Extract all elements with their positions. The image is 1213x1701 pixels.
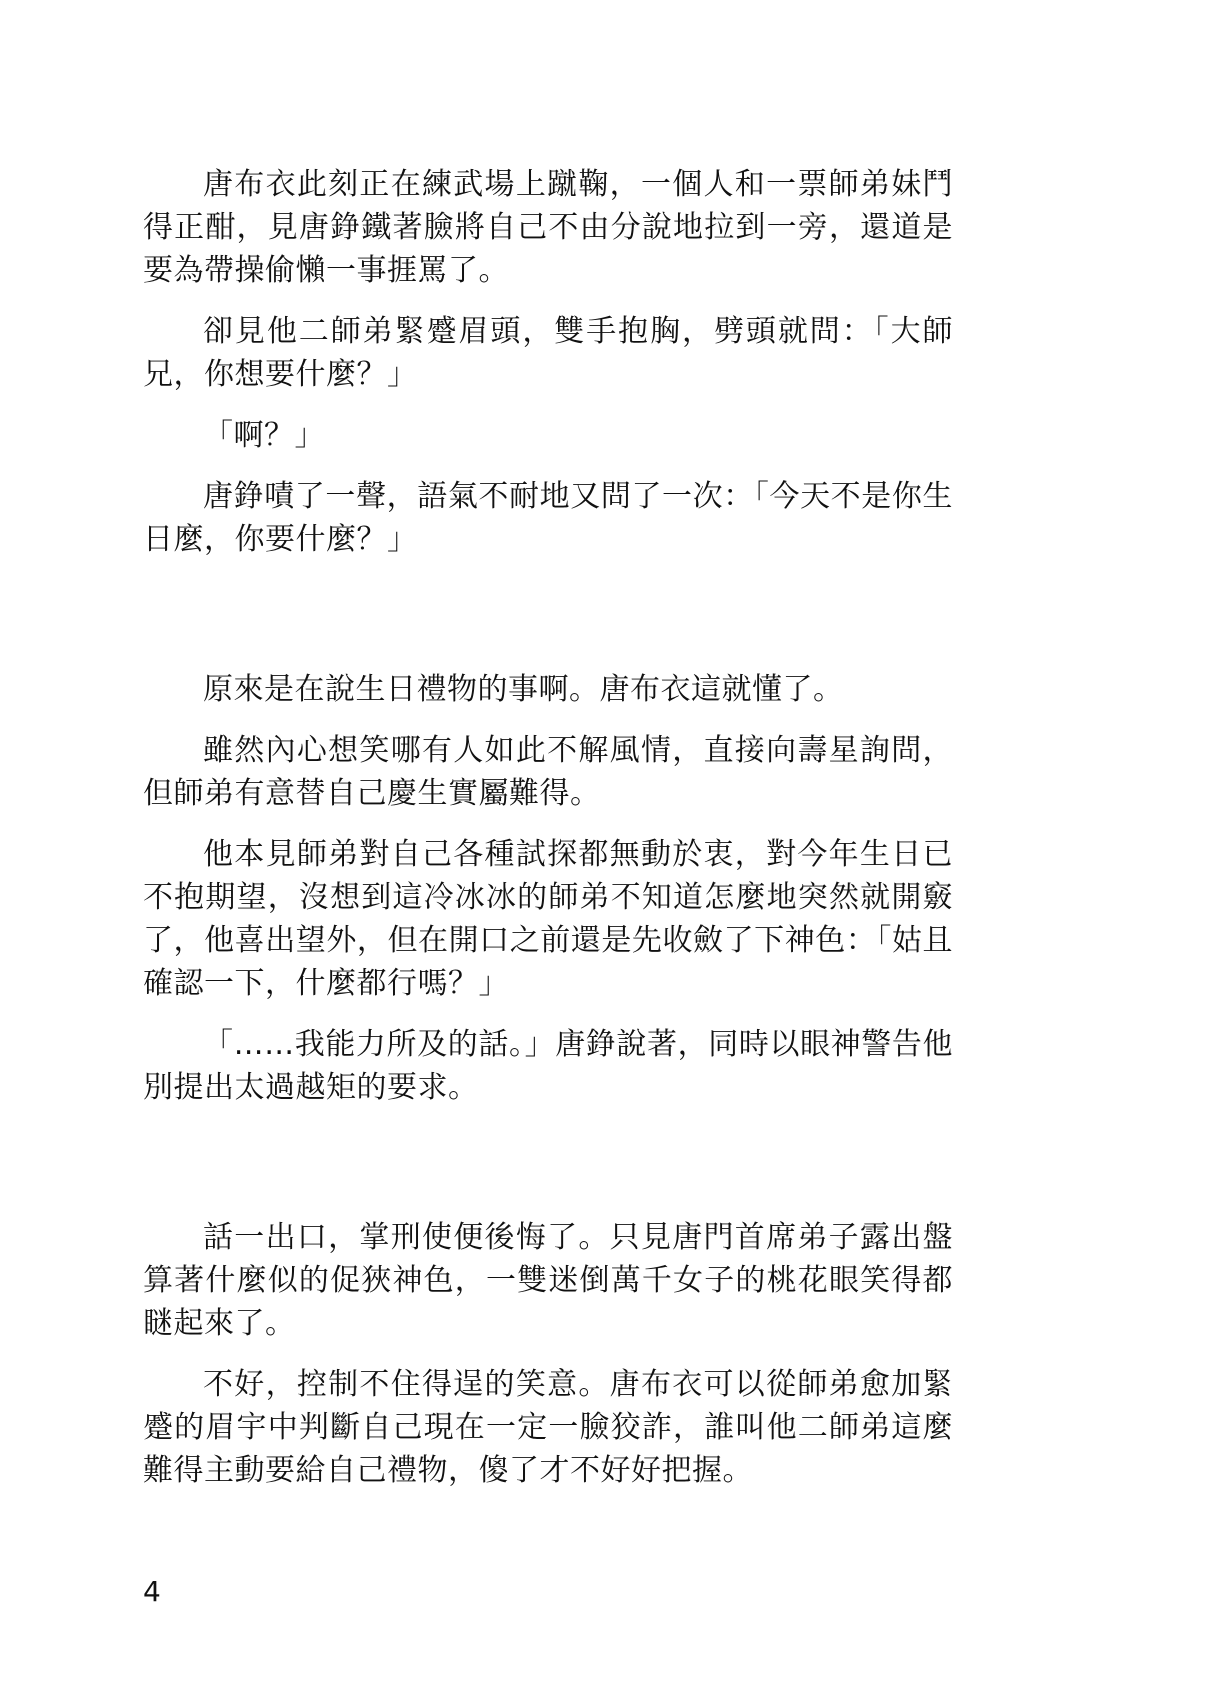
paragraph-8: 「……我能力所及的話。」唐錚說著，同時以眼神警告他別提出太過越矩的要求。 xyxy=(143,1027,953,1105)
page-number: 4 xyxy=(143,1575,161,1608)
text-section-2 xyxy=(143,668,953,1109)
paragraph-1: 唐布衣此刻正在練武場上蹴鞠，一個人和一票師弟妹鬥得正酣，見唐錚鐵著臉將自己不由分說地拉到一旁，還道是要為帶操偷懶一事捱罵了。 xyxy=(143,167,953,288)
text-section-3 xyxy=(143,1216,953,1492)
paragraph-3: 「啊？」 xyxy=(203,418,325,453)
paragraph-5: 原來是在說生日禮物的事啊。唐布衣這就懂了。 xyxy=(203,672,844,707)
paragraph-4: 唐錚嘖了一聲，語氣不耐地又問了一次：「今天不是你生日麼，你要什麼？」 xyxy=(143,479,953,557)
paragraph-2: 卻見他二師弟緊蹙眉頭，雙手抱胸，劈頭就問：「大師兄，你想要什麼？」 xyxy=(143,314,953,392)
paragraph-10: 不好，控制不住得逞的笑意。唐布衣可以從師弟愈加緊蹙的眉宇中判斷自己現在一定一臉狡詐，誰叫他二師弟這麼難得主動要給自己禮物，傻了才不好好把握。 xyxy=(143,1367,953,1488)
text-section-1 xyxy=(143,163,953,561)
paragraph-9: 話一出口，掌刑使便後悔了。只見唐門首席弟子露出盤算著什麼似的促狹神色，一雙迷倒萬千女子的桃花眼笑得都瞇起來了。 xyxy=(143,1220,953,1341)
paragraph-7: 他本見師弟對自己各種試探都無動於衷，對今年生日已不抱期望，沒想到這冷冰冰的師弟不知道怎麼地突然就開竅了，他喜出望外，但在開口之前還是先收斂了下神色：「姑且確認一下，什麼都行嗎？」 xyxy=(143,837,953,1001)
paragraph-6: 雖然內心想笑哪有人如此不解風情，直接向壽星詢問，但師弟有意替自己慶生實屬難得。 xyxy=(143,733,953,811)
